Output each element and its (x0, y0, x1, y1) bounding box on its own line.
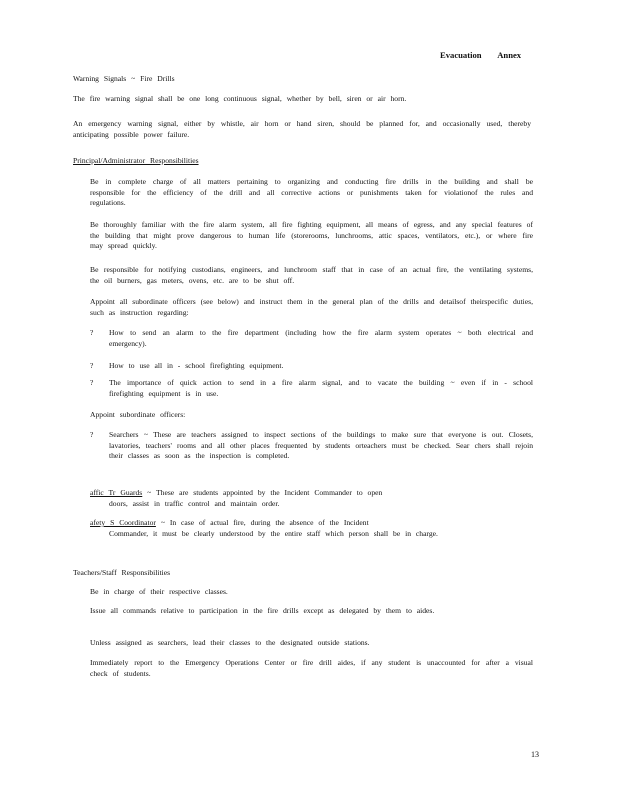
list-item-text: Appoint all subordinate officers (see below) and instruct them in the general plan of the drills and detailsof theirspecific duties, such as instruction regarding: (90, 297, 533, 317)
safety-coordinator-continuation: Commander, it must be clearly understood by the entire staff which person shall be in charge. (109, 529, 438, 538)
page-header: Evacuation Annex (440, 50, 522, 60)
safety-coordinator-text: ~ In case of actual fire, during the absence of the Incident (160, 518, 369, 527)
principal-section-title: Principal/Administrator Responsibilities (73, 156, 199, 165)
question-mark-icon: ? (90, 328, 94, 337)
traffic-guards-continuation: doors, assist in traffic control and maintain order. (109, 499, 280, 508)
traffic-guards-line (90, 488, 535, 499)
safety-coordinator-line (90, 518, 535, 529)
list-item-text: Be responsible for notifying custodians, engineers, and lunchroom staff that in case of an actual fire, the ventilating systems, the oil burners, gas meters, ovens, etc. are to be shut off. (90, 265, 533, 285)
sub-list-item-text: How to send an alarm to the fire department (including how the fire alarm system operates ~ both electrical and emergency). (109, 328, 533, 348)
list-item-text: Unless assigned as searchers, lead their classes to the designated outside stations. (90, 638, 370, 647)
list-item-text: Be thoroughly familiar with the fire alarm system, all fire fighting equipment, all means of egress, and any special features of the building that might prove dangerous to human life (storerooms, lunchrooms, attic spaces, ventilators, etc.), or where fire may spread quickly. (90, 220, 533, 250)
list-item-text: Immediately report to the Emergency Operations Center or fire drill aides, if any student is unaccounted for after a visual check of students. (90, 658, 533, 678)
fire-warning-paragraph: The fire warning signal shall be one long continuous signal, whether by bell, siren or air horn. (73, 94, 407, 103)
list-item-text: Appoint subordinate officers: (90, 410, 186, 419)
question-mark-icon: ? (90, 430, 94, 439)
question-mark-icon: ? (90, 361, 94, 370)
sub-list-item-text: How to use all in - school firefighting equipment. (109, 361, 284, 370)
sub-list-item-text: The importance of quick action to send in a fire alarm signal, and to vacate the building ~ even if in - school firefighting equipment is in use. (109, 378, 533, 398)
emergency-signal-paragraph: An emergency warning signal, either by whistle, air horn or hand siren, should be planned for, and occasionally used, thereby anticipating possible power failure. (73, 119, 531, 139)
list-item-text: Be in charge of their respective classes. (90, 587, 228, 596)
question-mark-icon: ? (90, 378, 94, 387)
teachers-section-title: Teachers/Staff Responsibilities (73, 568, 171, 577)
safety-coordinator-label: afety S Coordinator (90, 518, 156, 527)
list-item-text: Be in complete charge of all matters pertaining to organizing and conducting fire drills in the building and shall be responsible for the efficiency of the drill and all corrective actions or punishments taken for violationof the rules and regulations. (90, 177, 533, 207)
traffic-guards-text: ~ These are students appointed by the Incident Commander to open (147, 488, 383, 497)
searchers-text: Searchers ~ These are teachers assigned to inspect sections of the buildings to make sure that everyone is out. Closets, lavatories, teachers' rooms and all other places frequented by students orteachers must be checked. Sear chers shall rejoin their classes as soon as the inspection is completed. (109, 430, 533, 460)
traffic-guards-label: affic Tr Guards (90, 488, 143, 497)
list-item-text: Issue all commands relative to participation in the fire drills except as delegated by them to aides. (90, 606, 435, 615)
page-number: 13 (531, 750, 539, 759)
warning-signals-title: Warning Signals ~ Fire Drills (73, 74, 175, 83)
